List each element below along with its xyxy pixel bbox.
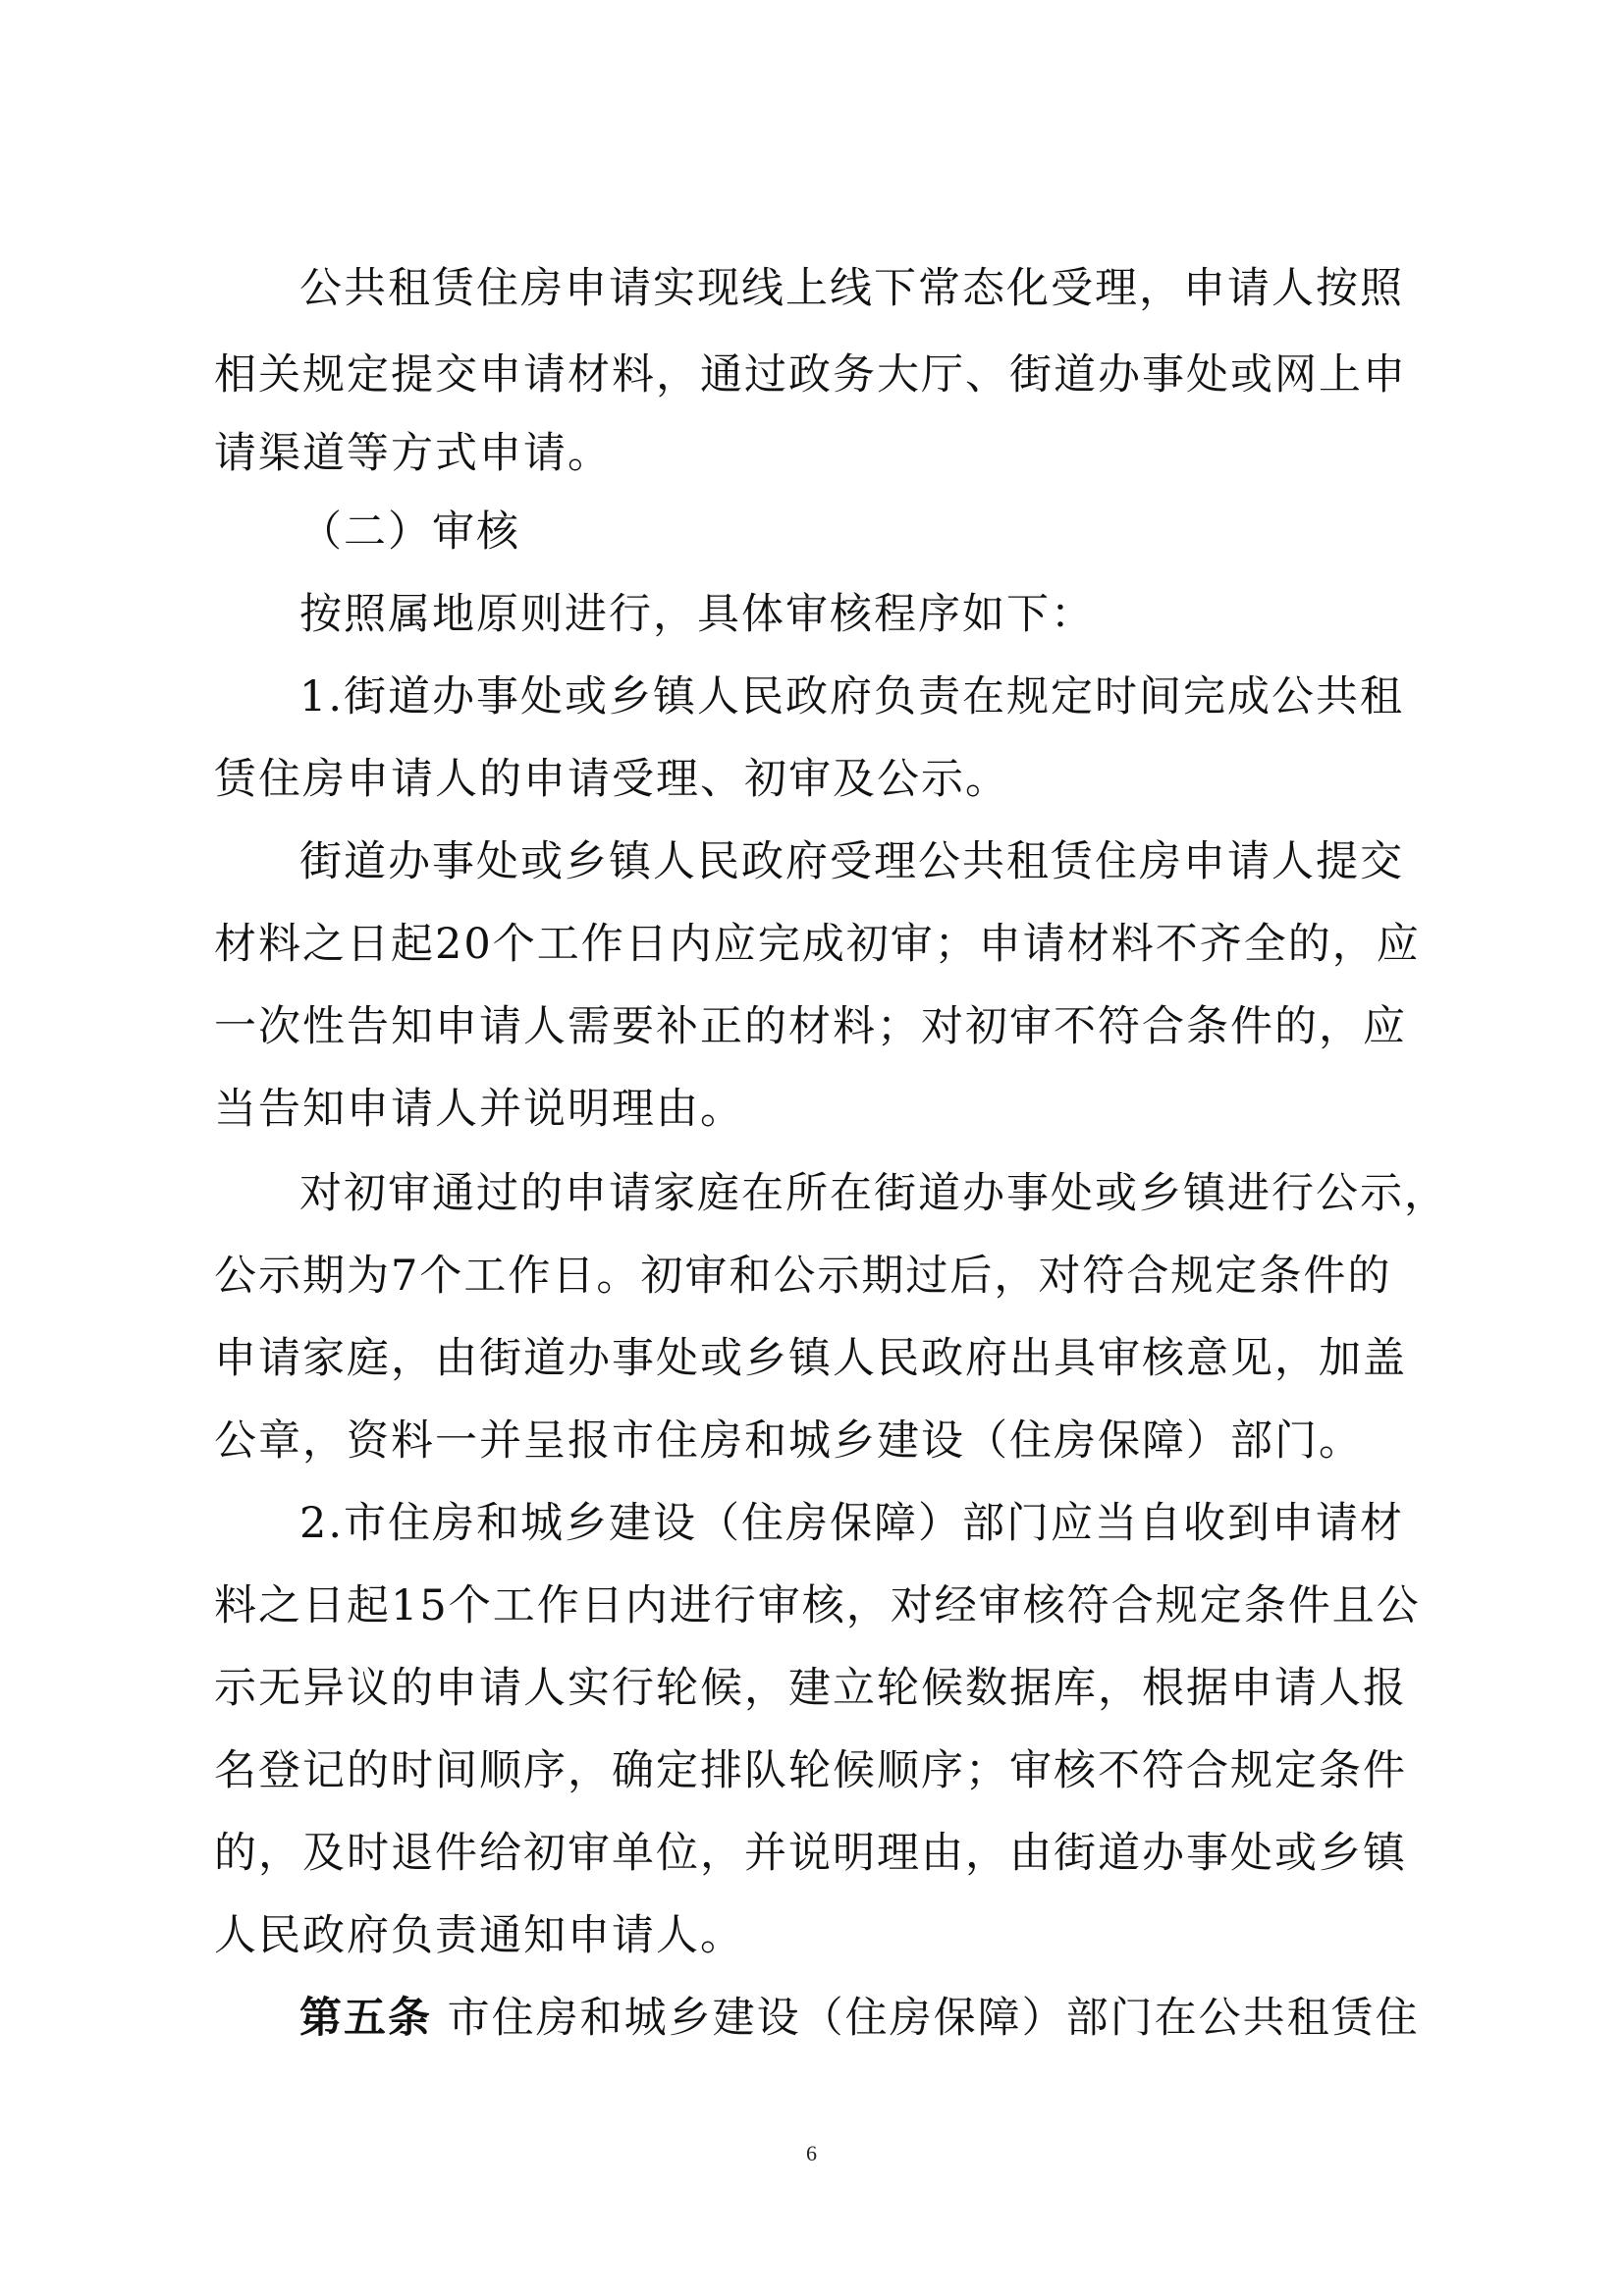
page-number: 6 bbox=[806, 2141, 817, 2165]
paragraph-line: 申请家庭，由街道办事处或乡镇人民政府出具审核意见，加盖 bbox=[214, 1334, 1407, 1383]
article-label: 第五条 bbox=[299, 1994, 432, 2043]
paragraph-line: 材料之日起20个工作日内应完成初审；申请材料不齐全的，应 bbox=[214, 920, 1421, 969]
paragraph-line: 料之日起15个工作日内进行审核，对经审核符合规定条件且公 bbox=[214, 1581, 1421, 1630]
paragraph-line: 一次性告知申请人需要补正的材料；对初审不符合条件的，应 bbox=[214, 1002, 1407, 1051]
paragraph-line: 赁住房申请人的申请受理、初审及公示。 bbox=[214, 755, 1009, 804]
paragraph-line: 按照属地原则进行，具体审核程序如下： bbox=[299, 590, 1095, 639]
paragraph-line: 请渠道等方式申请。 bbox=[214, 429, 612, 478]
paragraph-line: 2.市住房和城乡建设（住房保障）部门应当自收到申请材 bbox=[299, 1499, 1405, 1548]
paragraph-line: 相关规定提交申请材料，通过政务大厅、街道办事处或网上申 bbox=[214, 350, 1407, 400]
paragraph-line: 公示期为7个工作日。初审和公示期过后，对符合规定条件的 bbox=[214, 1252, 1392, 1301]
paragraph-line: 对初审通过的申请家庭在所在街道办事处或乡镇进行公示， bbox=[299, 1169, 1448, 1218]
section-heading: （二）审核 bbox=[299, 507, 520, 557]
paragraph-line: 街道办事处或乡镇人民政府受理公共租赁住房申请人提交 bbox=[299, 837, 1404, 886]
paragraph-line: 的，及时退件给初审单位，并说明理由，由街道办事处或乡镇 bbox=[214, 1829, 1407, 1878]
article-line bbox=[299, 1993, 1420, 2044]
paragraph-line: 人民政府负责通知申请人。 bbox=[214, 1911, 744, 1960]
paragraph-line: 当告知申请人并说明理由。 bbox=[214, 1085, 744, 1134]
paragraph-line: 公共租赁住房申请实现线上线下常态化受理，申请人按照 bbox=[299, 264, 1404, 313]
paragraph-line: 名登记的时间顺序，确定排队轮候顺序；审核不符合规定条件 bbox=[214, 1746, 1407, 1795]
paragraph-line: 1.街道办事处或乡镇人民政府负责在规定时间完成公共租 bbox=[299, 672, 1405, 721]
paragraph-line: 公章，资料一并呈报市住房和城乡建设（住房保障）部门。 bbox=[214, 1416, 1363, 1466]
paragraph-line: 示无异议的申请人实行轮候，建立轮候数据库，根据申请人报 bbox=[214, 1664, 1407, 1713]
article-text: 市住房和城乡建设（住房保障）部门在公共租赁住 bbox=[447, 1994, 1420, 2043]
